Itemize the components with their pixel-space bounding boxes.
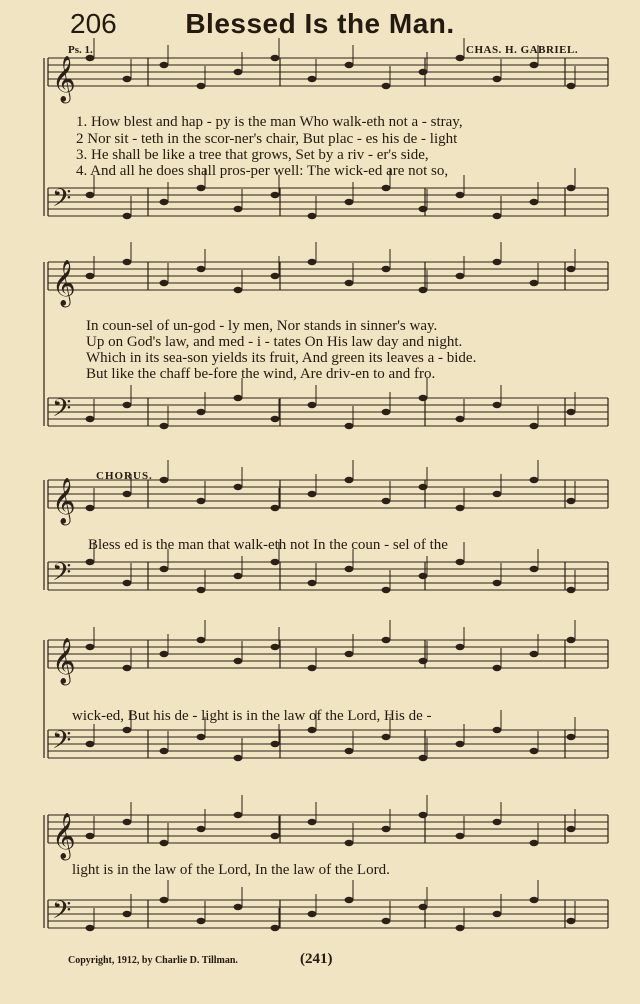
note-head — [160, 423, 169, 429]
note-head — [160, 897, 169, 903]
note-head — [308, 911, 317, 917]
verse-2-line-2: Up on God's law, and med - i - tates On His law day and night. — [86, 334, 463, 350]
chorus-line-1: Bless ed is the man that walk-eth not In the coun - sel of the — [88, 537, 448, 553]
note-head — [456, 416, 465, 422]
note-head — [123, 727, 132, 733]
note-head — [345, 280, 354, 286]
note-head — [419, 69, 428, 75]
note-head — [345, 62, 354, 68]
note-head — [382, 826, 391, 832]
treble-clef-icon: 𝄞 — [52, 638, 76, 684]
hymn-title: Blessed Is the Man. — [185, 8, 455, 39]
note-head — [567, 826, 576, 832]
note-head — [530, 280, 539, 286]
note-head — [271, 416, 280, 422]
note-head — [419, 484, 428, 490]
note-head — [123, 213, 132, 219]
note-head — [308, 76, 317, 82]
note-head — [160, 651, 169, 657]
treble-clef-icon: 𝄞 — [52, 478, 76, 524]
note-head — [271, 741, 280, 747]
note-head — [197, 409, 206, 415]
note-head — [308, 580, 317, 586]
note-head — [419, 755, 428, 761]
note-head — [567, 266, 576, 272]
note-head — [86, 192, 95, 198]
note-head — [456, 192, 465, 198]
note-head — [160, 62, 169, 68]
note-head — [197, 498, 206, 504]
note-head — [160, 748, 169, 754]
note-head — [382, 266, 391, 272]
note-head — [234, 69, 243, 75]
note-head — [456, 273, 465, 279]
note-head — [345, 651, 354, 657]
note-head — [197, 266, 206, 272]
treble-clef-icon: 𝄞 — [52, 56, 76, 102]
note-head — [308, 213, 317, 219]
chorus-line-2: wick-ed, But his de - light is in the law of the Lord, His de - — [72, 708, 432, 724]
note-head — [271, 925, 280, 931]
note-head — [530, 840, 539, 846]
note-head — [345, 477, 354, 483]
note-head — [86, 505, 95, 511]
note-head — [567, 409, 576, 415]
note-head — [382, 409, 391, 415]
note-head — [160, 280, 169, 286]
note-head — [234, 812, 243, 818]
note-head — [197, 637, 206, 643]
scripture-reference: Ps. 1. — [68, 44, 93, 56]
note-head — [419, 573, 428, 579]
note-head — [197, 185, 206, 191]
note-head — [419, 812, 428, 818]
note-head — [382, 185, 391, 191]
note-head — [86, 559, 95, 565]
note-head — [234, 395, 243, 401]
note-head — [197, 826, 206, 832]
note-head — [493, 727, 502, 733]
note-head — [86, 741, 95, 747]
note-head — [271, 644, 280, 650]
note-head — [308, 727, 317, 733]
note-head — [123, 491, 132, 497]
note-head — [308, 491, 317, 497]
note-head — [382, 587, 391, 593]
verse-2-line-1: 2 Nor sit - teth in the scor-ner's chair, But plac - es his de - light — [76, 131, 458, 147]
note-head — [456, 833, 465, 839]
note-head — [123, 259, 132, 265]
note-head — [382, 918, 391, 924]
note-head — [419, 658, 428, 664]
note-head — [271, 273, 280, 279]
bass-clef-icon: 𝄢 — [52, 726, 72, 761]
note-head — [345, 423, 354, 429]
note-head — [271, 192, 280, 198]
note-head — [530, 748, 539, 754]
chorus-label: CHORUS. — [96, 470, 153, 482]
treble-clef-icon: 𝄞 — [52, 813, 76, 859]
note-head — [456, 55, 465, 61]
note-head — [123, 665, 132, 671]
note-head — [419, 904, 428, 910]
note-head — [123, 402, 132, 408]
note-head — [308, 259, 317, 265]
note-head — [234, 904, 243, 910]
note-head — [123, 819, 132, 825]
verse-4-line-2: But like the chaff be-fore the wind, Are driv-en to and fro. — [86, 366, 436, 382]
composer-credit: CHAS. H. GABRIEL. — [466, 44, 579, 56]
note-head — [308, 819, 317, 825]
note-head — [382, 637, 391, 643]
bass-clef-icon: 𝄢 — [52, 184, 72, 219]
treble-clef-icon: 𝄞 — [52, 260, 76, 306]
note-head — [271, 559, 280, 565]
note-head — [197, 734, 206, 740]
note-head — [271, 833, 280, 839]
verse-3-line-1: 3. He shall be like a tree that grows, Set by a riv - er's side, — [76, 147, 429, 163]
note-head — [345, 566, 354, 572]
note-head — [345, 840, 354, 846]
note-head — [160, 566, 169, 572]
note-head — [86, 416, 95, 422]
note-head — [234, 484, 243, 490]
note-head — [493, 76, 502, 82]
note-head — [419, 206, 428, 212]
note-head — [86, 644, 95, 650]
note-head — [456, 925, 465, 931]
note-head — [493, 819, 502, 825]
note-head — [456, 505, 465, 511]
note-head — [456, 741, 465, 747]
note-head — [197, 83, 206, 89]
note-head — [493, 491, 502, 497]
note-head — [160, 840, 169, 846]
verse-4-line-1: 4. And all he does shall pros-per well: The wick-ed are not so, — [76, 163, 449, 179]
verse-1-line-2: In coun-sel of un-god - ly men, Nor stands in sinner's way. — [86, 318, 438, 334]
note-head — [567, 918, 576, 924]
note-head — [345, 199, 354, 205]
note-head — [382, 83, 391, 89]
note-head — [493, 580, 502, 586]
note-head — [382, 498, 391, 504]
note-head — [567, 83, 576, 89]
note-head — [530, 897, 539, 903]
note-head — [234, 658, 243, 664]
note-head — [197, 918, 206, 924]
note-head — [567, 185, 576, 191]
note-head — [86, 273, 95, 279]
bass-clef-icon: 𝄢 — [52, 558, 72, 593]
page-number: (241) — [300, 951, 333, 967]
note-head — [271, 55, 280, 61]
note-head — [345, 897, 354, 903]
note-head — [530, 566, 539, 572]
note-head — [234, 206, 243, 212]
note-head — [567, 587, 576, 593]
note-head — [382, 734, 391, 740]
note-head — [493, 911, 502, 917]
note-head — [234, 755, 243, 761]
chorus-line-3: light is in the law of the Lord, In the law of the Lord. — [72, 862, 390, 878]
note-head — [456, 559, 465, 565]
note-head — [530, 199, 539, 205]
note-head — [308, 402, 317, 408]
note-head — [567, 637, 576, 643]
verse-3-line-2: Which in its sea-son yields its fruit, And green its leaves a - bide. — [86, 350, 477, 366]
note-head — [160, 199, 169, 205]
copyright-notice: Copyright, 1912, by Charlie D. Tillman. — [68, 955, 238, 966]
verse-1-line-1: 1. How blest and hap - py is the man Who walk-eth not a - stray, — [76, 114, 463, 130]
note-head — [456, 644, 465, 650]
note-head — [419, 395, 428, 401]
note-head — [530, 651, 539, 657]
note-head — [160, 477, 169, 483]
note-head — [123, 76, 132, 82]
note-head — [86, 833, 95, 839]
hymn-number: 206 — [70, 8, 117, 39]
note-head — [530, 477, 539, 483]
note-head — [493, 665, 502, 671]
note-head — [493, 213, 502, 219]
note-head — [123, 580, 132, 586]
note-head — [234, 573, 243, 579]
note-head — [197, 587, 206, 593]
note-head — [123, 911, 132, 917]
bass-clef-icon: 𝄢 — [52, 394, 72, 429]
note-head — [530, 62, 539, 68]
bass-clef-icon: 𝄢 — [52, 896, 72, 931]
note-head — [271, 505, 280, 511]
note-head — [493, 259, 502, 265]
note-head — [345, 748, 354, 754]
note-head — [493, 402, 502, 408]
note-head — [86, 925, 95, 931]
note-head — [567, 734, 576, 740]
note-head — [234, 287, 243, 293]
note-head — [530, 423, 539, 429]
note-head — [419, 287, 428, 293]
note-head — [567, 498, 576, 504]
note-head — [308, 665, 317, 671]
